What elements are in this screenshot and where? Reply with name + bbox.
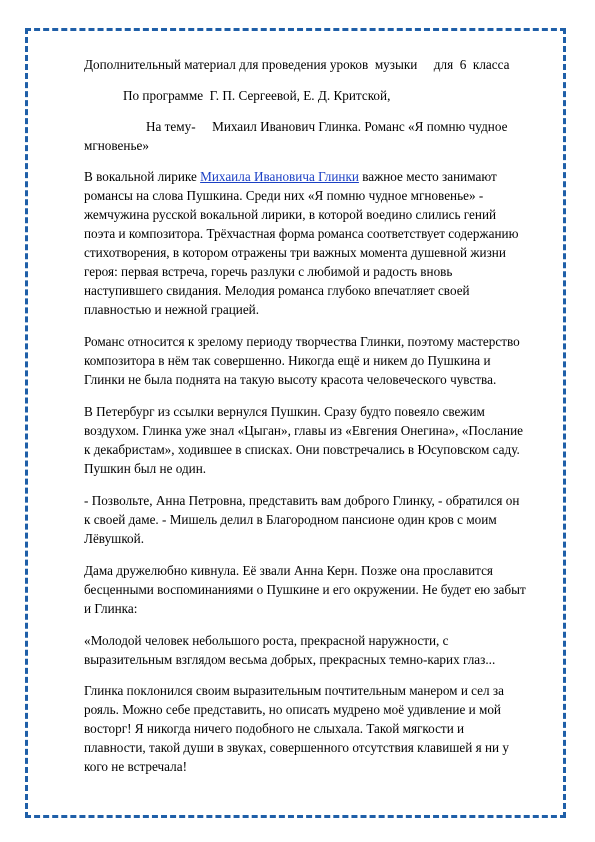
paragraph-line: рояль. Можно себе представить, но описать мудрено моё удивление и мой [84, 702, 501, 717]
paragraph-line: Глинки не была поднята на такую высоту красота человеческого чувства. [84, 372, 497, 387]
header-material-line: Дополнительный материал для проведения уроков музыки для 6 класса [84, 57, 510, 72]
glinka-link[interactable]: Михаила Ивановича Глинки [200, 169, 359, 184]
paragraph-line: В Петербург из ссылки вернулся Пушкин. Сразу будто повеяло свежим [84, 404, 485, 419]
paragraph-line: плавности, такой души в звуках, совершенного отсутствия клавишей я ни у [84, 740, 509, 755]
document-body [84, 55, 554, 776]
paragraph-line: к декабристам», ходившее в списках. Они повстречались в Юсуповском саду. [84, 442, 520, 457]
paragraph-anna-kern [84, 561, 554, 618]
paragraph-line: Лёвушкой. [84, 531, 145, 546]
paragraph-line [84, 169, 497, 184]
paragraph-line: Глинка поклонился своим выразительным почтительным манером и сел за [84, 683, 504, 698]
paragraph-vocal-lyrics [84, 167, 554, 319]
paragraph-line: «Молодой человек небольшого роста, прекрасной наружности, с [84, 633, 449, 648]
header-topic-line-1: На тему- Михаил Иванович Глинка. Романс «Я помню чудное [146, 119, 508, 134]
paragraph-line: - Позвольте, Анна Петровна, представить вам доброго Глинку, - обратился он [84, 493, 520, 508]
paragraph-line: романсы на слова Пушкина. Среди них «Я помню чудное мгновенье» - [84, 188, 484, 203]
paragraph-quote-piano [84, 681, 554, 776]
paragraph-petersburg [84, 402, 554, 478]
paragraph-line: воздухом. Глинка уже знал «Цыган», главы из «Евгения Онегина», «Послание [84, 423, 524, 438]
paragraph-text: важное место занимают [358, 169, 497, 184]
paragraph-line: Дама дружелюбно кивнула. Её звали Анна Керн. Позже она прославится [84, 563, 493, 578]
paragraph-line: и Глинка: [84, 601, 138, 616]
paragraph-line: поэта и композитора. Трёхчастная форма романса соответствует содержанию [84, 226, 519, 241]
paragraph-line: бесценными воспоминаниями о Пушкине и его окружении. Не будет ею забыт [84, 582, 526, 597]
paragraph-line: жемчужина русской вокальной лирики, в которой воедино слились гений [84, 207, 497, 222]
paragraph-introduction-dialogue [84, 491, 554, 548]
paragraph-line: Романс относится к зрелому периоду творчества Глинки, поэтому мастерство [84, 334, 520, 349]
paragraph-quote-description [84, 631, 554, 669]
paragraph-line: композитора в нём так совершенно. Никогда ещё и никем до Пушкина и [84, 353, 491, 368]
header-topic [84, 117, 554, 155]
paragraph-line: к своей даме. - Мишель делил в Благородном пансионе один кров с моим [84, 512, 497, 527]
paragraph-mature-period [84, 332, 554, 389]
paragraph-line: героя: первая встреча, горечь разлуки с любимой и радость вновь [84, 264, 453, 279]
header-program-line: По программе Г. П. Сергеевой, Е. Д. Критской, [123, 88, 391, 103]
paragraph-line: плавностью и нежной грацией. [84, 302, 260, 317]
paragraph-line: выразительным взглядом весьма добрых, прекрасных темно-карих глаз... [84, 652, 496, 667]
header-topic-line-2: мгновенье» [84, 138, 149, 153]
paragraph-line: Пушкин был не один. [84, 461, 207, 476]
paragraph-line: наступившего свидания. Мелодия романса глубоко впечатляет своей [84, 283, 470, 298]
paragraph-line: восторг! Я никогда ничего подобного не слыхала. Такой мягкости и [84, 721, 465, 736]
paragraph-line: кого не встречала! [84, 759, 187, 774]
paragraph-line: стихотворения, в котором отражены три важных момента душевной жизни [84, 245, 506, 260]
paragraph-text: В вокальной лирике [84, 169, 201, 184]
